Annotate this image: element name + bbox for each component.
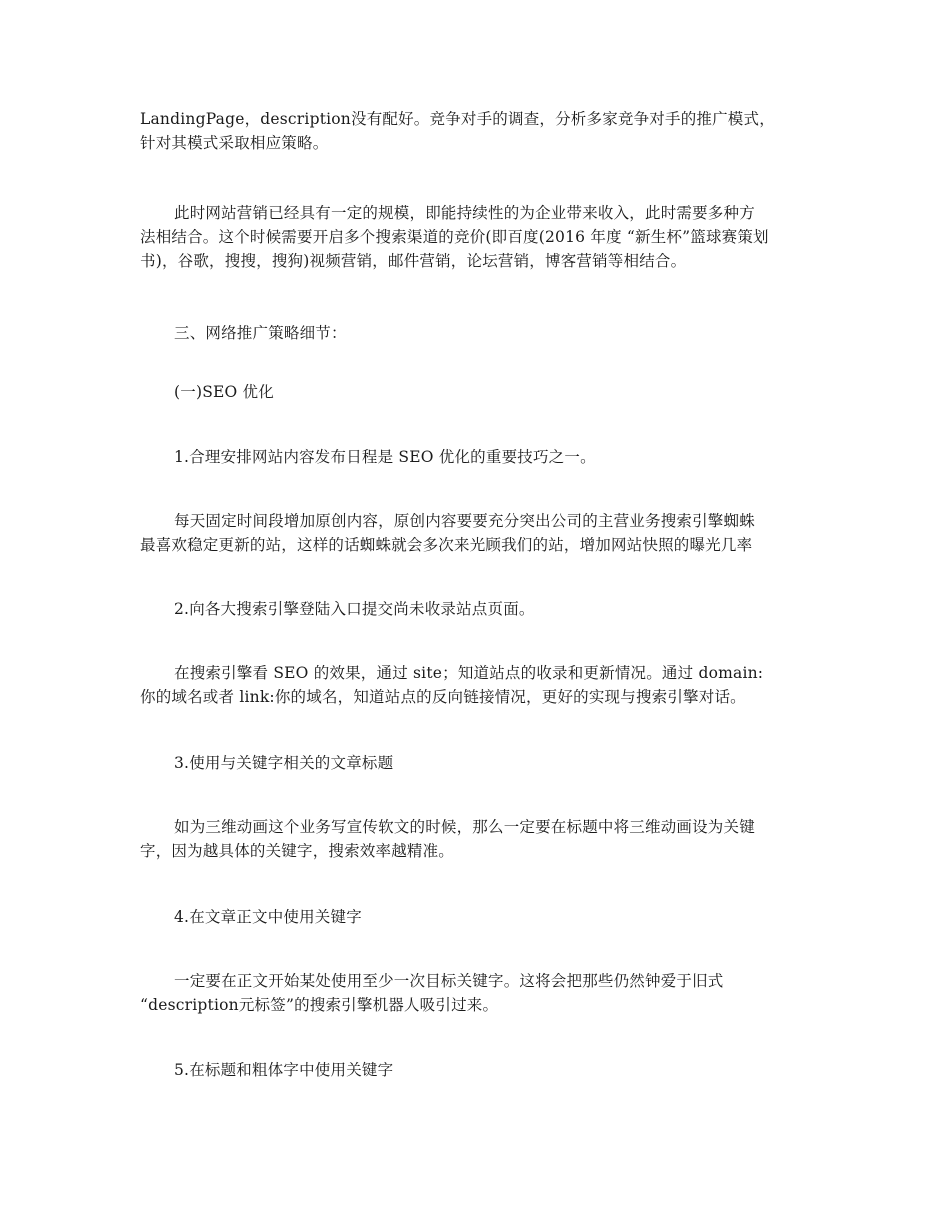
item-heading-2: [140, 597, 810, 621]
text-line: 2.向各大搜索引擎登陆入口提交尚未收录站点页面。: [174, 600, 535, 618]
paragraph-marketing-scale: [140, 201, 810, 273]
text-line: 针对其模式采取相应策略。: [140, 134, 329, 152]
text-line: 3.使用与关键字相关的文章标题: [174, 754, 394, 772]
text-line: 法相结合。这个时候需要开启多个搜索渠道的竞价(即百度(2016 年度 “新生杯”篮球赛策划: [140, 228, 769, 246]
text-line: 此时网站营销已经具有一定的规模，即能持续性的为企业带来收入，此时需要多种方: [174, 204, 755, 222]
text-line: 在搜索引擎看 SEO 的效果，通过 site；知道站点的收录和更新情况。通过 domain:: [174, 664, 764, 682]
item-heading-4: [140, 905, 810, 929]
subsection-heading-seo: [140, 380, 810, 404]
item-heading-5: [140, 1058, 810, 1082]
paragraph-landingpage: [140, 107, 810, 155]
text-line: (一)SEO 优化: [174, 383, 274, 401]
text-line: 字，因为越具体的关键字，搜索效率越精准。: [140, 842, 455, 860]
text-line: 5.在标题和粗体字中使用关键字: [174, 1061, 394, 1079]
paragraph-keyword-body: [140, 969, 810, 1017]
text-line: 一定要在正文开始某处使用至少一次目标关键字。这将会把那些仍然钟爱于旧式: [174, 972, 724, 990]
text-line: 如为三维动画这个业务写宣传软文的时候，那么一定要在标题中将三维动画设为关键: [174, 818, 755, 836]
paragraph-3d-animation: [140, 815, 810, 863]
section-heading-strategy-details: [140, 321, 810, 345]
item-heading-3: [140, 751, 810, 775]
paragraph-original-content: [140, 509, 810, 557]
text-line: 最喜欢稳定更新的站，这样的话蜘蛛就会多次来光顾我们的站，增加网站快照的曝光几率: [140, 536, 753, 554]
text-line: 三、网络推广策略细节：: [174, 324, 347, 342]
text-line: 每天固定时间段增加原创内容，原创内容要要充分突出公司的主营业务搜索引擎蜘蛛: [174, 512, 755, 530]
text-line: 书)，谷歌，搜搜，搜狗)视频营销，邮件营销，论坛营销，博客营销等相结合。: [140, 252, 687, 270]
item-heading-1: [140, 445, 810, 469]
text-line: “description元标签”的搜索引擎机器人吸引过来。: [140, 996, 499, 1014]
paragraph-seo-effect: [140, 661, 810, 709]
text-line: 你的域名或者 link:你的域名，知道站点的反向链接情况，更好的实现与搜索引擎对话。: [140, 688, 746, 706]
text-line: LandingPage，description没有配好。竞争对手的调查，分析多家竞争对手的推广模式，: [140, 110, 775, 128]
text-line: 4.在文章正文中使用关键字: [174, 908, 362, 926]
text-line: 1.合理安排网站内容发布日程是 SEO 优化的重要技巧之一。: [174, 448, 596, 466]
